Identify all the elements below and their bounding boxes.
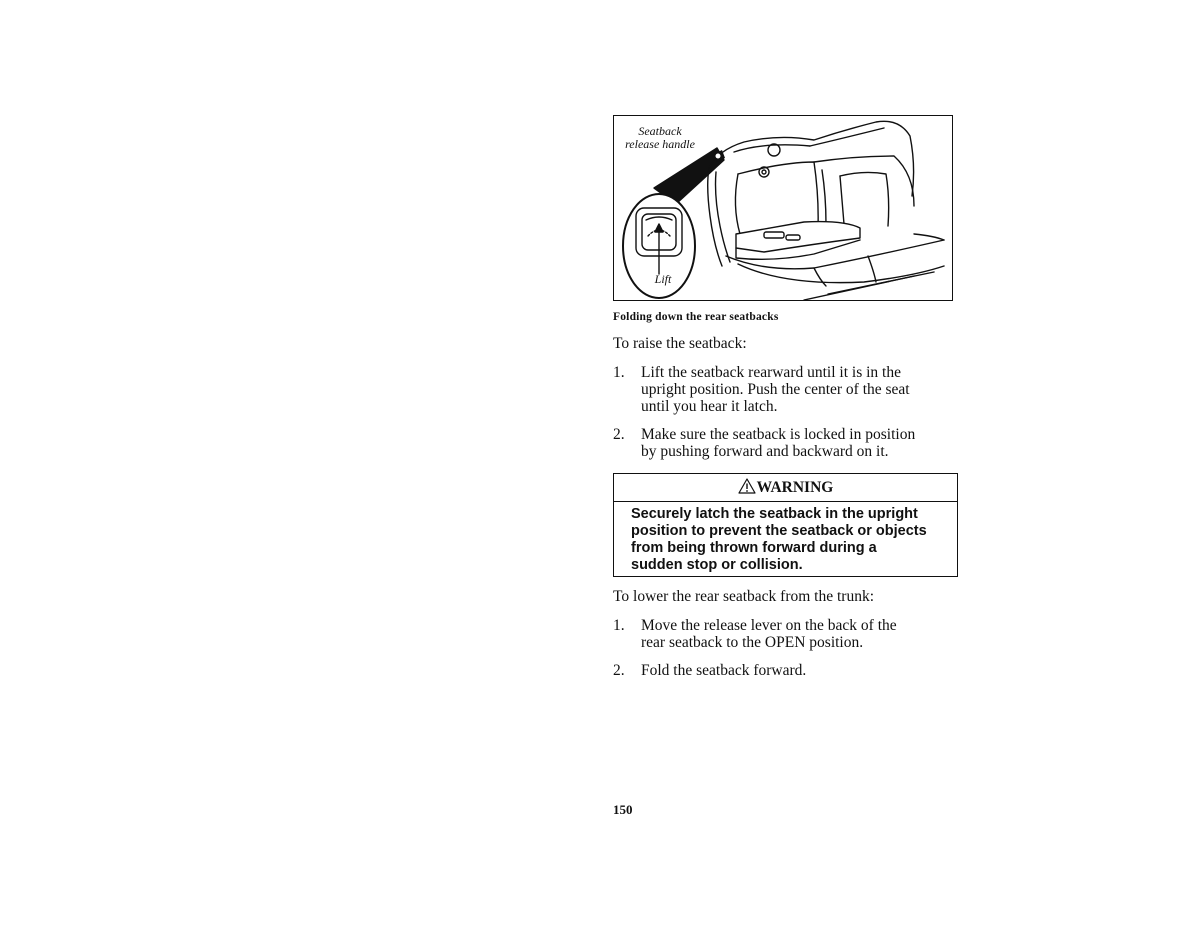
step-line: rear seatback to the OPEN position. xyxy=(641,634,864,651)
step-text xyxy=(641,364,958,415)
step-text xyxy=(641,426,958,460)
step-line: by pushing forward and backward on it. xyxy=(641,443,889,460)
seatback-illustration xyxy=(613,115,953,301)
warning-line: sudden stop or collision. xyxy=(631,557,803,573)
handle-label-line-1: Seatback xyxy=(638,124,682,138)
step-line: Fold the seatback forward. xyxy=(641,662,807,679)
lower-intro: To lower the rear seatback from the trunk: xyxy=(613,588,875,605)
figure-caption: Folding down the rear seatbacks xyxy=(613,311,779,323)
warning-triangle-icon xyxy=(738,478,756,494)
warning-header xyxy=(614,474,957,502)
step-text xyxy=(641,662,958,679)
raise-intro: To raise the seatback: xyxy=(613,335,747,352)
lower-step-1 xyxy=(613,617,958,651)
page-number: 150 xyxy=(613,802,633,817)
handle-label-line-2: release handle xyxy=(625,137,695,151)
seatback-release-handle-label xyxy=(620,125,700,151)
step-line: until you hear it latch. xyxy=(641,398,778,415)
step-line: Move the release lever on the back of the xyxy=(641,617,897,634)
warning-box xyxy=(613,473,958,577)
warning-line: Securely latch the seatback in the upright xyxy=(631,506,918,522)
step-number: 2. xyxy=(613,662,625,679)
raise-step-2 xyxy=(613,426,958,460)
raise-step-1 xyxy=(613,364,958,415)
warning-title: WARNING xyxy=(756,478,834,496)
warning-text xyxy=(614,502,957,574)
lower-step-2 xyxy=(613,662,958,679)
warning-line: position to prevent the seatback or objects xyxy=(631,523,927,539)
step-text xyxy=(641,617,958,651)
lift-label: Lift xyxy=(654,272,672,286)
step-number: 2. xyxy=(613,426,625,443)
step-number: 1. xyxy=(613,617,625,634)
warning-line: from being thrown forward during a xyxy=(631,540,877,556)
step-number: 1. xyxy=(613,364,625,381)
step-line: upright position. Push the center of the seat xyxy=(641,381,910,398)
step-line: Lift the seatback rearward until it is in the xyxy=(641,364,901,381)
step-line: Make sure the seatback is locked in position xyxy=(641,426,916,443)
